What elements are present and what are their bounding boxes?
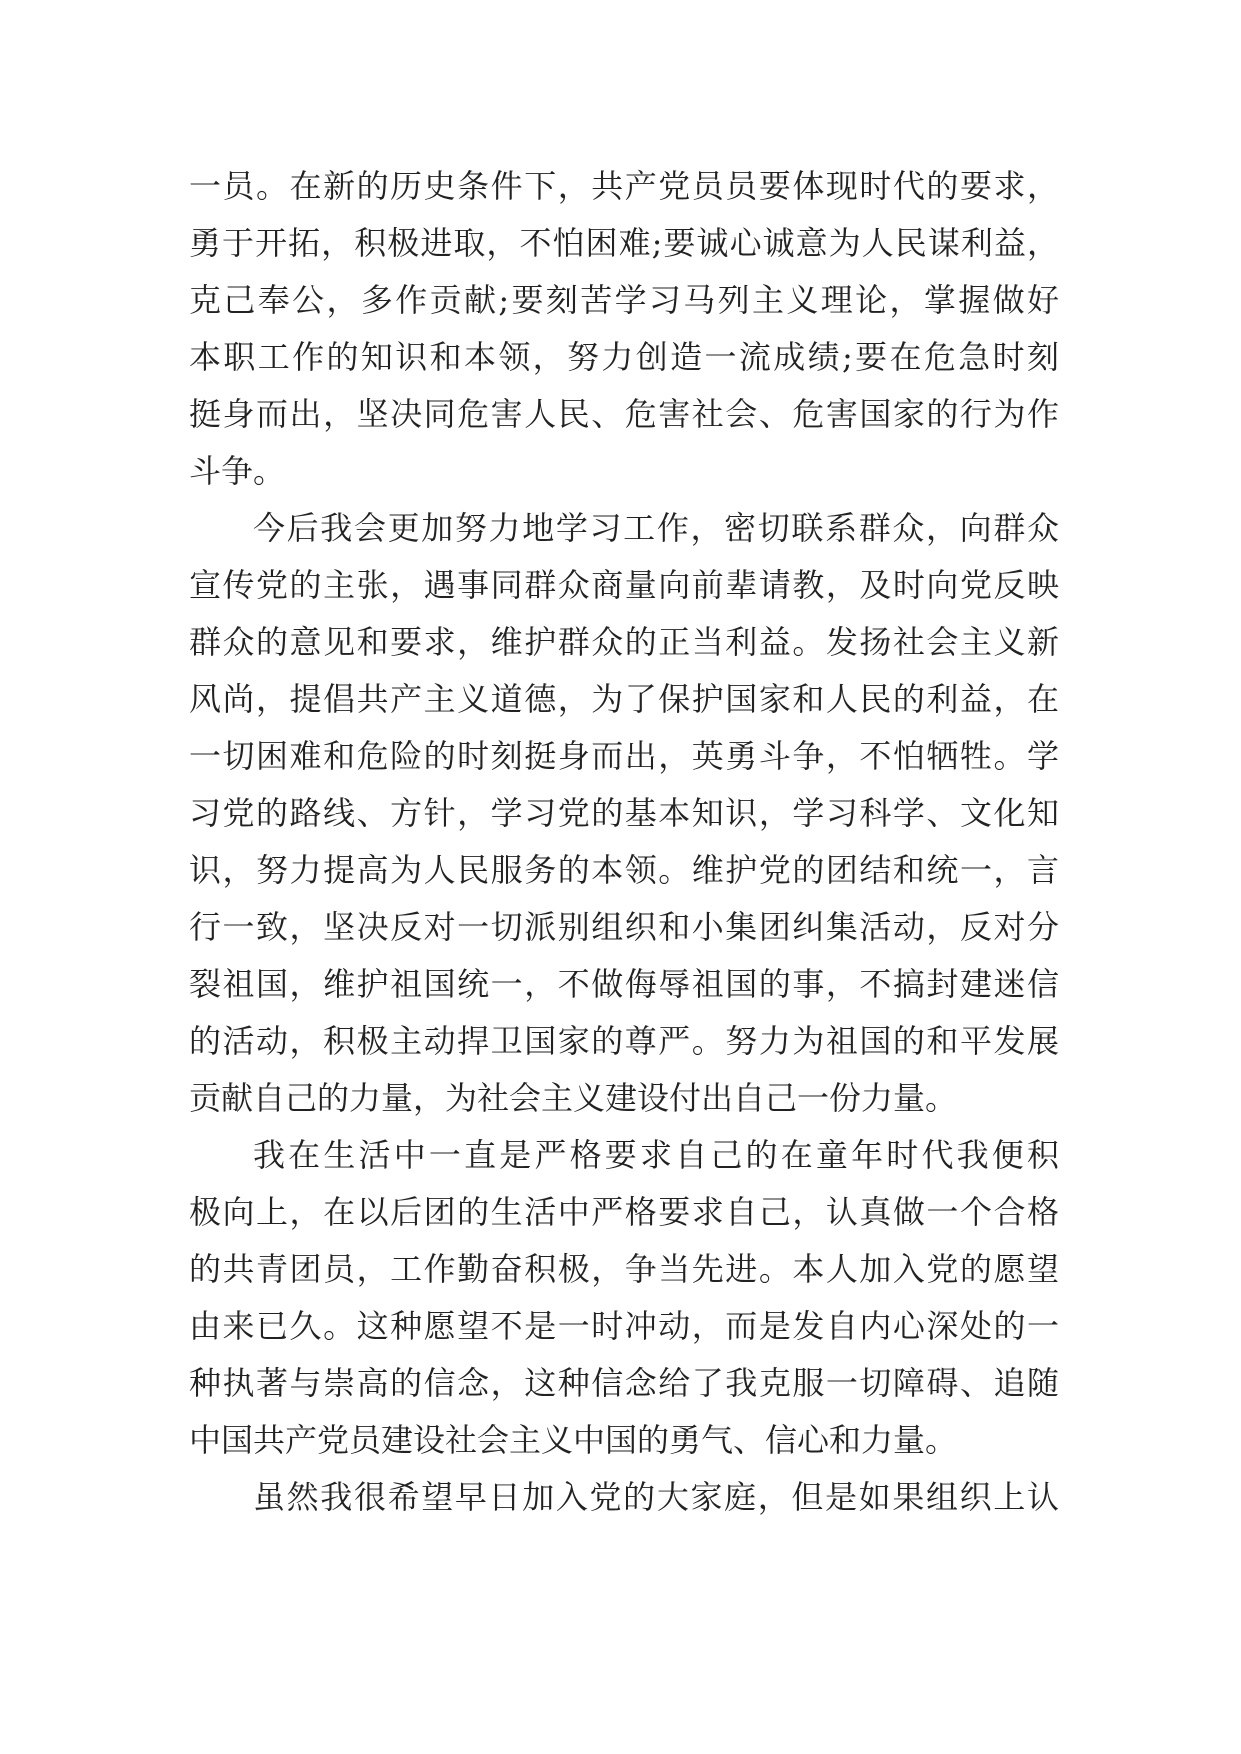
text-line: 一员。在新的历史条件下，共产党员员要体现时代的要求， (189, 167, 1059, 205)
text-line: 极向上，在以后团的生活中严格要求自己，认真做一个合格 (189, 1193, 1059, 1231)
text-line: 习党的路线、方针，学习党的基本知识，学习科学、文化知 (189, 794, 1059, 832)
text-line: 裂祖国，维护祖国统一，不做侮辱祖国的事，不搞封建迷信 (189, 965, 1059, 1003)
text-line: 挺身而出，坚决同危害人民、危害社会、危害国家的行为作 (189, 395, 1059, 433)
text-line: 的活动，积极主动捍卫国家的尊严。努力为祖国的和平发展 (189, 1022, 1059, 1060)
document-body (189, 158, 1059, 1526)
text-line: 勇于开拓，积极进取，不怕困难;要诚心诚意为人民谋利益， (189, 224, 1059, 262)
text-line: 贡献自己的力量，为社会主义建设付出自己一份力量。 (189, 1079, 958, 1117)
paragraph (189, 500, 1059, 1127)
text-line: 识，努力提高为人民服务的本领。维护党的团结和统一，言 (189, 851, 1059, 889)
text-line: 本职工作的知识和本领，努力创造一流成绩;要在危急时刻 (189, 338, 1059, 376)
text-line: 的共青团员，工作勤奋积极，争当先进。本人加入党的愿望 (189, 1250, 1059, 1288)
text-line: 行一致，坚决反对一切派别组织和小集团纠集活动，反对分 (189, 908, 1059, 946)
text-line: 宣传党的主张，遇事同群众商量向前辈请教，及时向党反映 (189, 566, 1059, 604)
paragraph (189, 1469, 1059, 1526)
text-line: 克己奉公，多作贡献;要刻苦学习马列主义理论，掌握做好 (189, 281, 1059, 319)
text-line: 种执著与崇高的信念，这种信念给了我克服一切障碍、追随 (189, 1364, 1059, 1402)
text-line: 一切困难和危险的时刻挺身而出，英勇斗争，不怕牺牲。学 (189, 737, 1059, 775)
text-line: 虽然我很希望早日加入党的大家庭，但是如果组织上认 (253, 1478, 1059, 1516)
paragraph (189, 1127, 1059, 1469)
paragraph (189, 158, 1059, 500)
text-line: 群众的意见和要求，维护群众的正当利益。发扬社会主义新 (189, 623, 1059, 661)
text-line: 风尚，提倡共产主义道德，为了保护国家和人民的利益，在 (189, 680, 1059, 718)
text-line: 由来已久。这种愿望不是一时冲动，而是发自内心深处的一 (189, 1307, 1059, 1345)
text-line: 斗争。 (189, 452, 286, 490)
text-line: 我在生活中一直是严格要求自己的在童年时代我便积 (253, 1136, 1059, 1174)
text-line: 今后我会更加努力地学习工作，密切联系群众，向群众 (253, 509, 1059, 547)
text-line: 中国共产党员建设社会主义中国的勇气、信心和力量。 (189, 1421, 958, 1459)
